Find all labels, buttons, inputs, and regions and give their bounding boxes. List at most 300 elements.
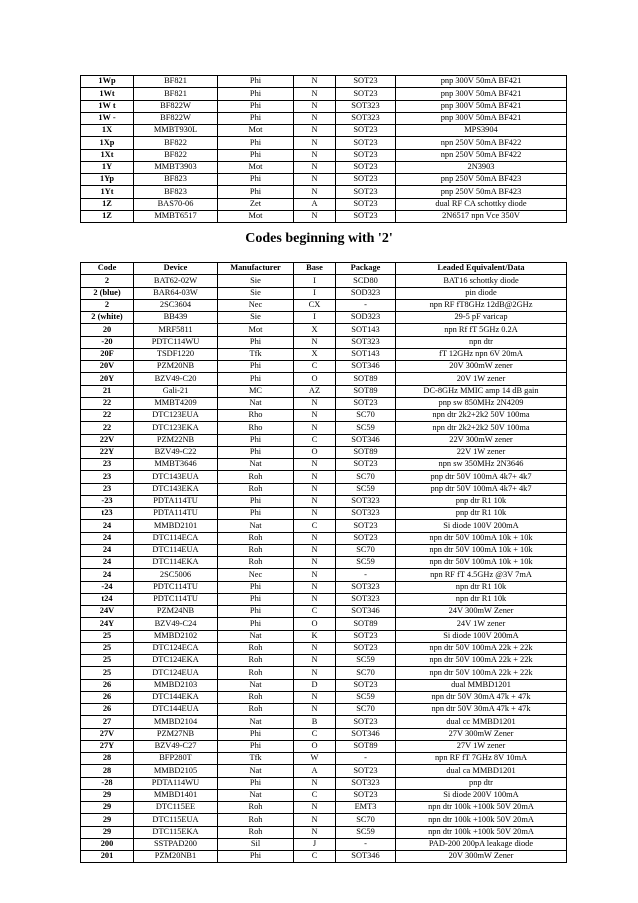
cell-equivalent: npn 250V 50mA BF422 xyxy=(396,149,567,161)
cell-package: - xyxy=(336,299,396,311)
cell-base: X xyxy=(294,324,336,336)
cell-equivalent: pnp dtr 50V 100mA 4k7+ 4k7 xyxy=(396,471,567,483)
cell-device: MMBT3646 xyxy=(134,459,218,471)
cell-package: SOT23 xyxy=(336,210,396,222)
cell-base: N xyxy=(294,557,336,569)
cell-equivalent: npn RF fT 7GHz 8V 10mA xyxy=(396,753,567,765)
table-row xyxy=(81,149,567,161)
cell-code: 2 xyxy=(81,275,134,287)
cell-manufacturer: Roh xyxy=(218,642,294,654)
cell-equivalent: Si diode 100V 200mA xyxy=(396,630,567,642)
cell-manufacturer: Phi xyxy=(218,373,294,385)
table-row xyxy=(81,361,567,373)
cell-code: 25 xyxy=(81,667,134,679)
cell-equivalent: pnp 300V 50mA BF421 xyxy=(396,100,567,112)
cell-device: BFP280T xyxy=(134,753,218,765)
cell-code: 23 xyxy=(81,459,134,471)
table-row xyxy=(81,642,567,654)
cell-code: 1Xt xyxy=(81,149,134,161)
cell-code: 2 (white) xyxy=(81,312,134,324)
cell-base: N xyxy=(294,483,336,495)
cell-package: EMT3 xyxy=(336,802,396,814)
cell-device: BAT62-02W xyxy=(134,275,218,287)
cell-base: C xyxy=(294,606,336,618)
cell-package: SOT23 xyxy=(336,125,396,137)
cell-package: - xyxy=(336,753,396,765)
cell-equivalent: npn dtr 100k +100k 50V 20mA xyxy=(396,802,567,814)
cell-code: 22V xyxy=(81,434,134,446)
cell-package: SCD80 xyxy=(336,275,396,287)
cell-package: SOT23 xyxy=(336,679,396,691)
table-row xyxy=(81,679,567,691)
table-row xyxy=(81,716,567,728)
cell-equivalent: 2N6517 npn Vce 350V xyxy=(396,210,567,222)
cell-package: SC59 xyxy=(336,655,396,667)
cell-manufacturer: Phi xyxy=(218,149,294,161)
cell-device: SSTPAD200 xyxy=(134,838,218,850)
cell-device: DTC114ECA xyxy=(134,532,218,544)
cell-package: SOT23 xyxy=(336,397,396,409)
header-base: Base xyxy=(294,263,336,275)
cell-manufacturer: Roh xyxy=(218,655,294,667)
cell-device: MMBD2101 xyxy=(134,520,218,532)
cell-manufacturer: Phi xyxy=(218,495,294,507)
cell-code: 25 xyxy=(81,642,134,654)
cell-device: PDTC114TU xyxy=(134,593,218,605)
cell-manufacturer: Phi xyxy=(218,851,294,863)
cell-manufacturer: Nat xyxy=(218,459,294,471)
cell-device: BF822 xyxy=(134,137,218,149)
cell-equivalent: npn sw 350MHz 2N3646 xyxy=(396,459,567,471)
table-row xyxy=(81,508,567,520)
cell-device: PDTA114TU xyxy=(134,495,218,507)
cell-package: SOT23 xyxy=(336,789,396,801)
cell-manufacturer: Roh xyxy=(218,483,294,495)
table-row xyxy=(81,434,567,446)
cell-base: C xyxy=(294,434,336,446)
cell-base: N xyxy=(294,544,336,556)
cell-device: DTC115EE xyxy=(134,802,218,814)
cell-base: I xyxy=(294,312,336,324)
cell-manufacturer: Roh xyxy=(218,826,294,838)
table-header xyxy=(81,263,567,275)
cell-code: 1Y xyxy=(81,161,134,173)
table-row xyxy=(81,557,567,569)
table-body xyxy=(81,275,567,863)
cell-manufacturer: Phi xyxy=(218,728,294,740)
table-row xyxy=(81,446,567,458)
cell-equivalent: dual cc MMBD1201 xyxy=(396,716,567,728)
cell-base: C xyxy=(294,361,336,373)
cell-base: N xyxy=(294,410,336,422)
table-row xyxy=(81,471,567,483)
cell-code: 26 xyxy=(81,704,134,716)
cell-package: SOT323 xyxy=(336,581,396,593)
cell-code: 201 xyxy=(81,851,134,863)
cell-code: 2 xyxy=(81,299,134,311)
table-row xyxy=(81,606,567,618)
cell-code: 20 xyxy=(81,324,134,336)
cell-equivalent: pnp dtr R1 10k xyxy=(396,508,567,520)
cell-package: SOT23 xyxy=(336,716,396,728)
cell-manufacturer: Rho xyxy=(218,422,294,434)
cell-manufacturer: Nat xyxy=(218,679,294,691)
cell-manufacturer: Mot xyxy=(218,161,294,173)
cell-device: PDTA114WU xyxy=(134,777,218,789)
cell-device: MMBT4209 xyxy=(134,397,218,409)
cell-code: 21 xyxy=(81,385,134,397)
cell-code: 22 xyxy=(81,410,134,422)
cell-manufacturer: Nat xyxy=(218,520,294,532)
cell-package: SC59 xyxy=(336,826,396,838)
cell-code: 1Yp xyxy=(81,174,134,186)
cell-device: DTC143EUA xyxy=(134,471,218,483)
cell-base: N xyxy=(294,532,336,544)
cell-base: N xyxy=(294,667,336,679)
cell-manufacturer: Phi xyxy=(218,186,294,198)
table-row xyxy=(81,385,567,397)
cell-manufacturer: Phi xyxy=(218,777,294,789)
cell-equivalent: pnp 300V 50mA BF421 xyxy=(396,88,567,100)
cell-device: MMBT3903 xyxy=(134,161,218,173)
cell-equivalent: 20V 1W zener xyxy=(396,373,567,385)
cell-equivalent: npn dtr 50V 100mA 10k + 10k xyxy=(396,544,567,556)
table-row xyxy=(81,210,567,222)
cell-code: -24 xyxy=(81,581,134,593)
cell-device: BAR64-03W xyxy=(134,287,218,299)
cell-manufacturer: Phi xyxy=(218,581,294,593)
cell-base: N xyxy=(294,642,336,654)
cell-manufacturer: Phi xyxy=(218,508,294,520)
cell-manufacturer: Nat xyxy=(218,789,294,801)
header-manufacturer: Manufacturer xyxy=(218,263,294,275)
cell-manufacturer: Phi xyxy=(218,446,294,458)
cell-equivalent: 22V 1W zener xyxy=(396,446,567,458)
cell-manufacturer: Tfk xyxy=(218,348,294,360)
cell-device: MMBD2102 xyxy=(134,630,218,642)
cell-device: TSDF1220 xyxy=(134,348,218,360)
header-code: Code xyxy=(81,263,134,275)
cell-base: N xyxy=(294,459,336,471)
cell-manufacturer: Sie xyxy=(218,312,294,324)
cell-code: 24Y xyxy=(81,618,134,630)
cell-code: 24 xyxy=(81,544,134,556)
cell-base: W xyxy=(294,753,336,765)
cell-equivalent: pnp 250V 50mA BF423 xyxy=(396,186,567,198)
cell-equivalent: pnp sw 850MHz 2N4209 xyxy=(396,397,567,409)
cell-equivalent: PAD-200 200pA leakage diode xyxy=(396,838,567,850)
cell-manufacturer: Zet xyxy=(218,198,294,210)
cell-equivalent: dual MMBD1201 xyxy=(396,679,567,691)
cell-equivalent: npn dtr 2k2+2k2 50V 100ma xyxy=(396,410,567,422)
cell-base: N xyxy=(294,777,336,789)
cell-equivalent: npn dtr 50V 100mA 22k + 22k xyxy=(396,655,567,667)
cell-code: 24V xyxy=(81,606,134,618)
cell-equivalent: 2N3903 xyxy=(396,161,567,173)
cell-package: SOT323 xyxy=(336,100,396,112)
table-row xyxy=(81,174,567,186)
cell-package: SOD323 xyxy=(336,312,396,324)
cell-device: PZM27NB xyxy=(134,728,218,740)
table-row xyxy=(81,618,567,630)
cell-code: 1Z xyxy=(81,198,134,210)
cell-equivalent: pnp 300V 50mA BF421 xyxy=(396,76,567,88)
cell-code: 1Yt xyxy=(81,186,134,198)
cell-manufacturer: Sie xyxy=(218,287,294,299)
cell-code: 27 xyxy=(81,716,134,728)
table-row xyxy=(81,275,567,287)
cell-base: J xyxy=(294,838,336,850)
cell-code: 22 xyxy=(81,397,134,409)
cell-base: O xyxy=(294,740,336,752)
cell-equivalent: npn RF fT8GHz 12dB@2GHz xyxy=(396,299,567,311)
parts-table-continued xyxy=(80,75,567,223)
cell-manufacturer: Phi xyxy=(218,100,294,112)
cell-code: 20Y xyxy=(81,373,134,385)
cell-equivalent: DC-8GHz MMIC amp 14 dB gain xyxy=(396,385,567,397)
cell-manufacturer: Roh xyxy=(218,557,294,569)
cell-code: 29 xyxy=(81,802,134,814)
cell-equivalent: BAT16 schottky diode xyxy=(396,275,567,287)
cell-code: 29 xyxy=(81,826,134,838)
cell-code: 25 xyxy=(81,655,134,667)
cell-equivalent: npn dtr R1 10k xyxy=(396,581,567,593)
cell-equivalent: npn dtr 50V 30mA 47k + 47k xyxy=(396,691,567,703)
cell-manufacturer: Nec xyxy=(218,569,294,581)
cell-manufacturer: MC xyxy=(218,385,294,397)
cell-manufacturer: Nat xyxy=(218,630,294,642)
table-row xyxy=(81,410,567,422)
cell-manufacturer: Phi xyxy=(218,88,294,100)
cell-equivalent: Si diode 200V 100mA xyxy=(396,789,567,801)
cell-package: SOT346 xyxy=(336,728,396,740)
table-row xyxy=(81,802,567,814)
table-row xyxy=(81,312,567,324)
cell-package: SOT23 xyxy=(336,532,396,544)
cell-manufacturer: Roh xyxy=(218,532,294,544)
table-row xyxy=(81,161,567,173)
cell-device: MMBT6517 xyxy=(134,210,218,222)
cell-equivalent: 20V 300mW Zener xyxy=(396,851,567,863)
cell-code: 200 xyxy=(81,838,134,850)
cell-device: DTC124EUA xyxy=(134,667,218,679)
cell-package: SOT323 xyxy=(336,495,396,507)
cell-package: SOT23 xyxy=(336,76,396,88)
cell-device: DTC123EKA xyxy=(134,422,218,434)
cell-device: DTC114EKA xyxy=(134,557,218,569)
cell-code: 1X xyxy=(81,125,134,137)
cell-package: SOT23 xyxy=(336,174,396,186)
cell-package: SC70 xyxy=(336,410,396,422)
cell-device: Gali-21 xyxy=(134,385,218,397)
table-row xyxy=(81,88,567,100)
section-title: Codes beginning with '2' xyxy=(245,231,393,246)
cell-base: N xyxy=(294,422,336,434)
table-row xyxy=(81,704,567,716)
cell-device: BZV49-C22 xyxy=(134,446,218,458)
cell-code: 24 xyxy=(81,569,134,581)
cell-manufacturer: Nec xyxy=(218,299,294,311)
cell-equivalent: Si diode 100V 200mA xyxy=(396,520,567,532)
cell-base: D xyxy=(294,679,336,691)
table-row xyxy=(81,814,567,826)
table-row xyxy=(81,520,567,532)
cell-device: DTC114EUA xyxy=(134,544,218,556)
cell-manufacturer: Phi xyxy=(218,361,294,373)
cell-device: BF821 xyxy=(134,76,218,88)
table-row xyxy=(81,826,567,838)
table-row xyxy=(81,324,567,336)
cell-code: t23 xyxy=(81,508,134,520)
cell-code: 26 xyxy=(81,691,134,703)
cell-base: N xyxy=(294,174,336,186)
cell-base: N xyxy=(294,336,336,348)
cell-package: - xyxy=(336,569,396,581)
cell-base: CX xyxy=(294,299,336,311)
cell-equivalent: npn 250V 50mA BF422 xyxy=(396,137,567,149)
table-row xyxy=(81,740,567,752)
cell-package: SOT323 xyxy=(336,777,396,789)
cell-device: MMBT930L xyxy=(134,125,218,137)
cell-package: SOT23 xyxy=(336,520,396,532)
cell-base: N xyxy=(294,125,336,137)
cell-code: 24 xyxy=(81,532,134,544)
cell-package: SOT89 xyxy=(336,618,396,630)
cell-equivalent: npn Rf fT 5GHz 0.2A xyxy=(396,324,567,336)
cell-device: DTC124ECA xyxy=(134,642,218,654)
cell-package: SOT346 xyxy=(336,851,396,863)
cell-equivalent: npn dtr R1 10k xyxy=(396,593,567,605)
cell-device: PZM20NB1 xyxy=(134,851,218,863)
table-row xyxy=(81,765,567,777)
cell-code: 1W - xyxy=(81,112,134,124)
cell-device: BZV49-C27 xyxy=(134,740,218,752)
cell-manufacturer: Phi xyxy=(218,593,294,605)
cell-package: SOT346 xyxy=(336,361,396,373)
cell-package: SOT323 xyxy=(336,508,396,520)
cell-package: SC59 xyxy=(336,422,396,434)
cell-package: SOT23 xyxy=(336,186,396,198)
table-row xyxy=(81,198,567,210)
cell-package: SOT323 xyxy=(336,112,396,124)
cell-code: 23 xyxy=(81,471,134,483)
header-row xyxy=(81,263,567,275)
table-row xyxy=(81,459,567,471)
cell-manufacturer: Sil xyxy=(218,838,294,850)
cell-equivalent: fT 12GHz npn 6V 20mA xyxy=(396,348,567,360)
cell-equivalent: MPS3904 xyxy=(396,125,567,137)
cell-base: A xyxy=(294,198,336,210)
cell-device: PZM20NB xyxy=(134,361,218,373)
cell-code: 1W t xyxy=(81,100,134,112)
cell-base: N xyxy=(294,508,336,520)
cell-code: -23 xyxy=(81,495,134,507)
cell-package: SOT323 xyxy=(336,336,396,348)
header-package: Package xyxy=(336,263,396,275)
cell-equivalent: npn dtr 50V 100mA 10k + 10k xyxy=(396,532,567,544)
cell-package: SOT89 xyxy=(336,740,396,752)
cell-package: SOT23 xyxy=(336,88,396,100)
cell-equivalent: npn dtr xyxy=(396,336,567,348)
table-row xyxy=(81,137,567,149)
cell-package: SOD323 xyxy=(336,287,396,299)
table-row xyxy=(81,777,567,789)
cell-manufacturer: Phi xyxy=(218,112,294,124)
cell-manufacturer: Phi xyxy=(218,336,294,348)
cell-device: DTC124EKA xyxy=(134,655,218,667)
cell-manufacturer: Roh xyxy=(218,814,294,826)
cell-base: N xyxy=(294,76,336,88)
table-row xyxy=(81,655,567,667)
cell-base: N xyxy=(294,149,336,161)
cell-equivalent: 24V 1W zener xyxy=(396,618,567,630)
cell-package: SOT23 xyxy=(336,161,396,173)
cell-equivalent: pnp 300V 50mA BF421 xyxy=(396,112,567,124)
cell-package: SOT23 xyxy=(336,642,396,654)
cell-manufacturer: Roh xyxy=(218,802,294,814)
cell-equivalent: 24V 300mW Zener xyxy=(396,606,567,618)
cell-base: N xyxy=(294,704,336,716)
table-row xyxy=(81,728,567,740)
cell-manufacturer: Phi xyxy=(218,434,294,446)
cell-equivalent: dual ca MMBD1201 xyxy=(396,765,567,777)
table-row xyxy=(81,483,567,495)
cell-code: 29 xyxy=(81,789,134,801)
cell-base: AZ xyxy=(294,385,336,397)
cell-device: 2SC3604 xyxy=(134,299,218,311)
table-body xyxy=(81,76,567,223)
cell-code: 1Wp xyxy=(81,76,134,88)
cell-manufacturer: Phi xyxy=(218,137,294,149)
table-row xyxy=(81,753,567,765)
cell-equivalent: dual RF CA schottky diode xyxy=(396,198,567,210)
cell-manufacturer: Roh xyxy=(218,704,294,716)
cell-manufacturer: Sie xyxy=(218,275,294,287)
cell-device: PZM22NB xyxy=(134,434,218,446)
cell-code: 20F xyxy=(81,348,134,360)
cell-device: MMBD2105 xyxy=(134,765,218,777)
table-row xyxy=(81,544,567,556)
cell-code: 26 xyxy=(81,679,134,691)
cell-device: DTC144EUA xyxy=(134,704,218,716)
table-row xyxy=(81,397,567,409)
cell-equivalent: pin diode xyxy=(396,287,567,299)
cell-device: PDTC114TU xyxy=(134,581,218,593)
cell-equivalent: 29-5 pF varicap xyxy=(396,312,567,324)
cell-code: 29 xyxy=(81,814,134,826)
cell-code: 23 xyxy=(81,483,134,495)
cell-package: SOT89 xyxy=(336,373,396,385)
cell-package: SOT323 xyxy=(336,593,396,605)
cell-code: 28 xyxy=(81,765,134,777)
cell-package: SC70 xyxy=(336,814,396,826)
cell-equivalent: pnp 250V 50mA BF423 xyxy=(396,174,567,186)
cell-package: SOT89 xyxy=(336,446,396,458)
cell-base: A xyxy=(294,765,336,777)
cell-package: SOT23 xyxy=(336,765,396,777)
cell-equivalent: npn RF fT 4.5GHz @3V 7mA xyxy=(396,569,567,581)
cell-device: DTC115EKA xyxy=(134,826,218,838)
cell-code: 20V xyxy=(81,361,134,373)
cell-base: N xyxy=(294,186,336,198)
table-row xyxy=(81,593,567,605)
cell-base: N xyxy=(294,569,336,581)
cell-package: SC70 xyxy=(336,667,396,679)
cell-code: 28 xyxy=(81,753,134,765)
cell-manufacturer: Tfk xyxy=(218,753,294,765)
cell-device: DTC115EUA xyxy=(134,814,218,826)
cell-code: 27V xyxy=(81,728,134,740)
